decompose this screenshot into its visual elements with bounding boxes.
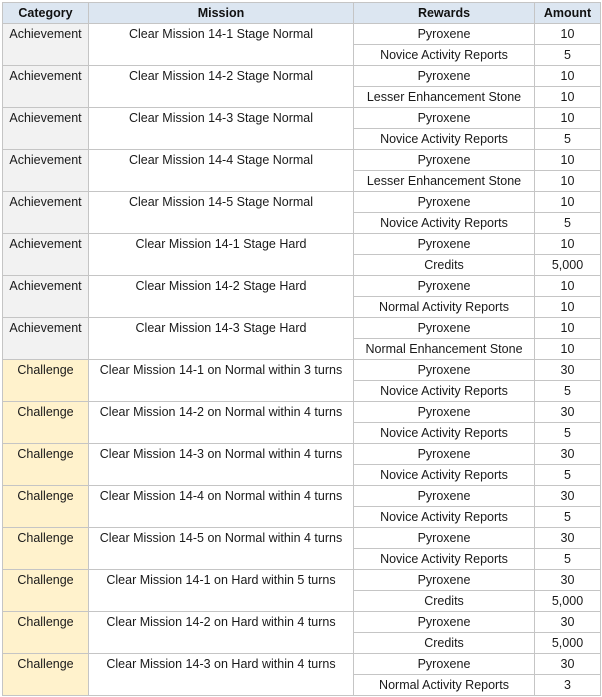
reward-cell: Pyroxene <box>354 318 535 339</box>
amount-cell: 3 <box>535 675 601 696</box>
mission-cell: Clear Mission 14-3 on Hard within 4 turns <box>89 654 354 696</box>
category-header: Category <box>3 3 89 24</box>
mission-cell: Clear Mission 14-2 on Normal within 4 turns <box>89 402 354 444</box>
reward-cell: Pyroxene <box>354 402 535 423</box>
table-row <box>3 612 601 633</box>
mission-cell: Clear Mission 14-1 on Normal within 3 turns <box>89 360 354 402</box>
reward-cell: Normal Activity Reports <box>354 297 535 318</box>
amount-cell: 5 <box>535 381 601 402</box>
table-row <box>3 66 601 87</box>
reward-cell: Pyroxene <box>354 654 535 675</box>
reward-cell: Novice Activity Reports <box>354 381 535 402</box>
table-row <box>3 402 601 423</box>
amount-cell: 30 <box>535 654 601 675</box>
amount-cell: 10 <box>535 150 601 171</box>
reward-cell: Novice Activity Reports <box>354 45 535 66</box>
mission-cell: Clear Mission 14-4 on Normal within 4 turns <box>89 486 354 528</box>
category-cell: Achievement <box>3 192 89 234</box>
category-cell: Challenge <box>3 528 89 570</box>
amount-cell: 30 <box>535 402 601 423</box>
amount-cell: 5 <box>535 465 601 486</box>
reward-cell: Pyroxene <box>354 444 535 465</box>
amount-cell: 5,000 <box>535 591 601 612</box>
category-cell: Challenge <box>3 654 89 696</box>
reward-cell: Pyroxene <box>354 192 535 213</box>
table-row <box>3 444 601 465</box>
amount-cell: 30 <box>535 612 601 633</box>
amount-cell: 10 <box>535 192 601 213</box>
category-cell: Challenge <box>3 402 89 444</box>
amount-cell: 10 <box>535 66 601 87</box>
mission-cell: Clear Mission 14-1 Stage Hard <box>89 234 354 276</box>
amount-cell: 5 <box>535 129 601 150</box>
category-cell: Achievement <box>3 66 89 108</box>
reward-cell: Novice Activity Reports <box>354 465 535 486</box>
reward-cell: Lesser Enhancement Stone <box>354 87 535 108</box>
reward-cell: Pyroxene <box>354 66 535 87</box>
mission-cell: Clear Mission 14-2 Stage Hard <box>89 276 354 318</box>
category-cell: Achievement <box>3 108 89 150</box>
table-body <box>3 24 601 696</box>
amount-cell: 5,000 <box>535 255 601 276</box>
reward-cell: Normal Enhancement Stone <box>354 339 535 360</box>
rewards-header: Rewards <box>354 3 535 24</box>
mission-cell: Clear Mission 14-3 Stage Hard <box>89 318 354 360</box>
table-row <box>3 108 601 129</box>
amount-cell: 30 <box>535 360 601 381</box>
amount-cell: 30 <box>535 486 601 507</box>
table-row <box>3 360 601 381</box>
reward-cell: Pyroxene <box>354 108 535 129</box>
category-cell: Challenge <box>3 570 89 612</box>
amount-cell: 10 <box>535 234 601 255</box>
amount-cell: 5 <box>535 423 601 444</box>
reward-cell: Novice Activity Reports <box>354 423 535 444</box>
reward-cell: Credits <box>354 255 535 276</box>
mission-cell: Clear Mission 14-2 Stage Normal <box>89 66 354 108</box>
reward-cell: Novice Activity Reports <box>354 129 535 150</box>
amount-header: Amount <box>535 3 601 24</box>
reward-cell: Pyroxene <box>354 276 535 297</box>
reward-cell: Credits <box>354 591 535 612</box>
mission-cell: Clear Mission 14-4 Stage Normal <box>89 150 354 192</box>
table-header-row <box>3 3 601 24</box>
table-row <box>3 318 601 339</box>
reward-cell: Lesser Enhancement Stone <box>354 171 535 192</box>
mission-cell: Clear Mission 14-3 Stage Normal <box>89 108 354 150</box>
table-row <box>3 654 601 675</box>
category-cell: Achievement <box>3 150 89 192</box>
reward-cell: Pyroxene <box>354 528 535 549</box>
reward-cell: Pyroxene <box>354 612 535 633</box>
mission-cell: Clear Mission 14-1 on Hard within 5 turns <box>89 570 354 612</box>
reward-cell: Novice Activity Reports <box>354 213 535 234</box>
mission-rewards-table <box>2 2 601 696</box>
amount-cell: 5,000 <box>535 633 601 654</box>
mission-cell: Clear Mission 14-5 on Normal within 4 turns <box>89 528 354 570</box>
reward-cell: Normal Activity Reports <box>354 675 535 696</box>
category-cell: Achievement <box>3 24 89 66</box>
amount-cell: 10 <box>535 297 601 318</box>
reward-cell: Pyroxene <box>354 360 535 381</box>
amount-cell: 10 <box>535 171 601 192</box>
mission-cell: Clear Mission 14-5 Stage Normal <box>89 192 354 234</box>
amount-cell: 5 <box>535 45 601 66</box>
table-row <box>3 276 601 297</box>
amount-cell: 30 <box>535 528 601 549</box>
amount-cell: 10 <box>535 24 601 45</box>
amount-cell: 30 <box>535 444 601 465</box>
reward-cell: Pyroxene <box>354 486 535 507</box>
amount-cell: 10 <box>535 108 601 129</box>
amount-cell: 5 <box>535 549 601 570</box>
reward-cell: Pyroxene <box>354 570 535 591</box>
reward-cell: Novice Activity Reports <box>354 549 535 570</box>
amount-cell: 5 <box>535 507 601 528</box>
reward-cell: Novice Activity Reports <box>354 507 535 528</box>
category-cell: Achievement <box>3 234 89 276</box>
amount-cell: 10 <box>535 318 601 339</box>
table-row <box>3 528 601 549</box>
amount-cell: 10 <box>535 339 601 360</box>
category-cell: Challenge <box>3 486 89 528</box>
reward-cell: Pyroxene <box>354 234 535 255</box>
table-row <box>3 24 601 45</box>
table-row <box>3 234 601 255</box>
reward-cell: Pyroxene <box>354 24 535 45</box>
category-cell: Challenge <box>3 612 89 654</box>
reward-cell: Pyroxene <box>354 150 535 171</box>
category-cell: Challenge <box>3 360 89 402</box>
mission-cell: Clear Mission 14-2 on Hard within 4 turns <box>89 612 354 654</box>
mission-cell: Clear Mission 14-3 on Normal within 4 turns <box>89 444 354 486</box>
category-cell: Challenge <box>3 444 89 486</box>
category-cell: Achievement <box>3 276 89 318</box>
amount-cell: 10 <box>535 276 601 297</box>
reward-cell: Credits <box>354 633 535 654</box>
table-row <box>3 150 601 171</box>
amount-cell: 10 <box>535 87 601 108</box>
amount-cell: 30 <box>535 570 601 591</box>
category-cell: Achievement <box>3 318 89 360</box>
table-row <box>3 486 601 507</box>
amount-cell: 5 <box>535 213 601 234</box>
mission-cell: Clear Mission 14-1 Stage Normal <box>89 24 354 66</box>
mission-header: Mission <box>89 3 354 24</box>
table-row <box>3 192 601 213</box>
table-row <box>3 570 601 591</box>
